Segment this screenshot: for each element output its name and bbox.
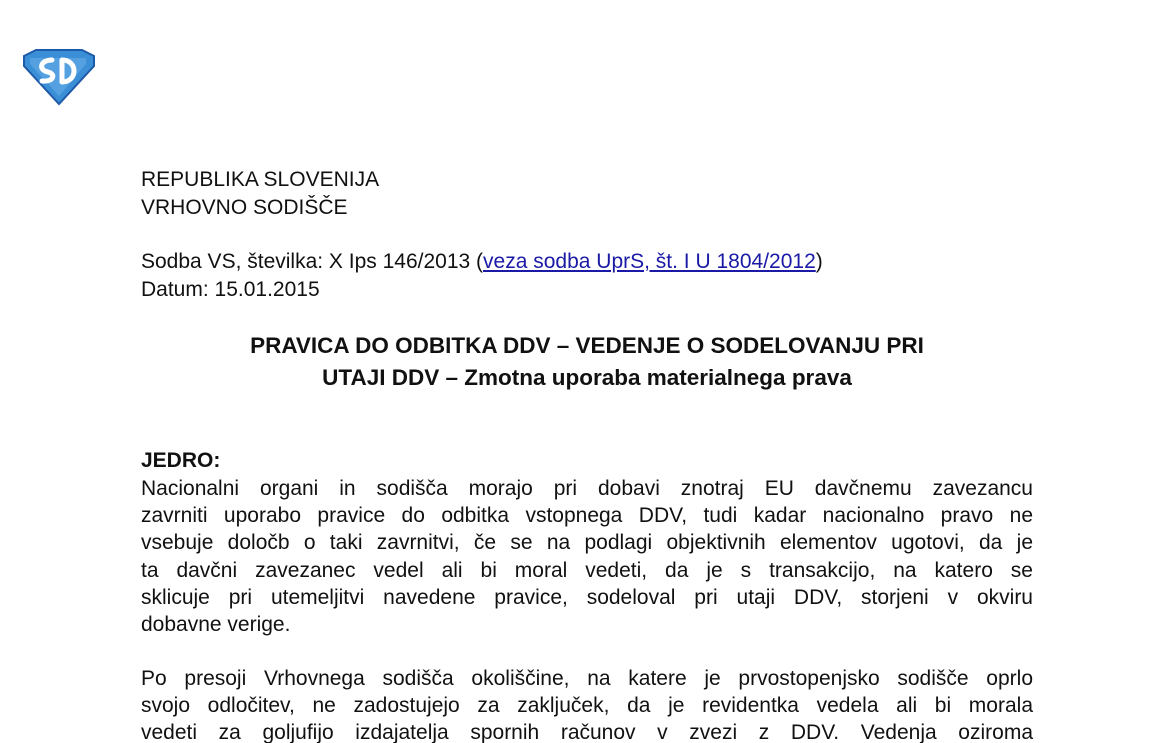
court-name-block [141,166,1033,221]
paragraph-2-line: svojo odločitev, ne zadostujejo za zaključek, da je revidentka vedela ali bi morala [141,694,1033,718]
case-number-line [141,248,1033,276]
paragraph-1-line: zavrniti uporabo pravice do odbitka vstopnega DDV, tudi kadar nacionalno pravo ne [141,504,1033,528]
paragraph-1-line: Nacionalni organi in sodišča morajo pri dobavi znotraj EU davčnemu zavezancu [141,477,1033,500]
case-number-prefix: Sodba VS, številka: X Ips 146/2013 ( [141,250,484,273]
paragraph-1-line: dobavne verige. [141,613,291,637]
related-judgment-link[interactable]: veza sodba UprS, št. I U 1804/2012 [483,250,816,273]
jedro-paragraph-1 [141,475,1033,638]
jedro-heading: JEDRO: [141,449,221,472]
paragraph-2-line: vedeti za goljufijo izdajatelja spornih računov v zvezi z DDV. Vedenja oziroma [141,721,1033,743]
paragraph-1-line: ta davčni zavezanec vedel ali bi moral vedeti, da je s transakcijo, na katero se [141,558,1033,582]
case-date: Datum: 15.01.2015 [141,277,320,301]
case-number-suffix: ) [815,250,823,273]
judgment-title [141,330,1033,394]
court-country: REPUBLIKA SLOVENIJA [141,168,380,191]
paragraph-2-line: Po presoji Vrhovnega sodišča okoliščine, na katere je prvostopenjsko sodišče oprlo [141,667,1033,690]
paragraph-1-line: sklicuje pri utemeljitvi navedene pravice, sodeloval pri utaji DDV, storjeni v okviru [141,585,1033,609]
judgment-title-line-2: UTAJI DDV – Zmotna uporaba materialnega prava [322,365,852,390]
sd-shield-logo-icon [22,48,96,106]
case-info-block [141,248,1033,303]
jedro-paragraph-2 [141,665,1033,743]
judgment-title-line-1: PRAVICA DO ODBITKA DDV – VEDENJE O SODELOVANJU PRI [250,333,924,358]
court-name: VRHOVNO SODIŠČE [141,195,348,219]
paragraph-1-line: vsebuje določb o taki zavrnitvi, če se na podlagi objektivnih elementov ugotovi, da je [141,531,1033,555]
